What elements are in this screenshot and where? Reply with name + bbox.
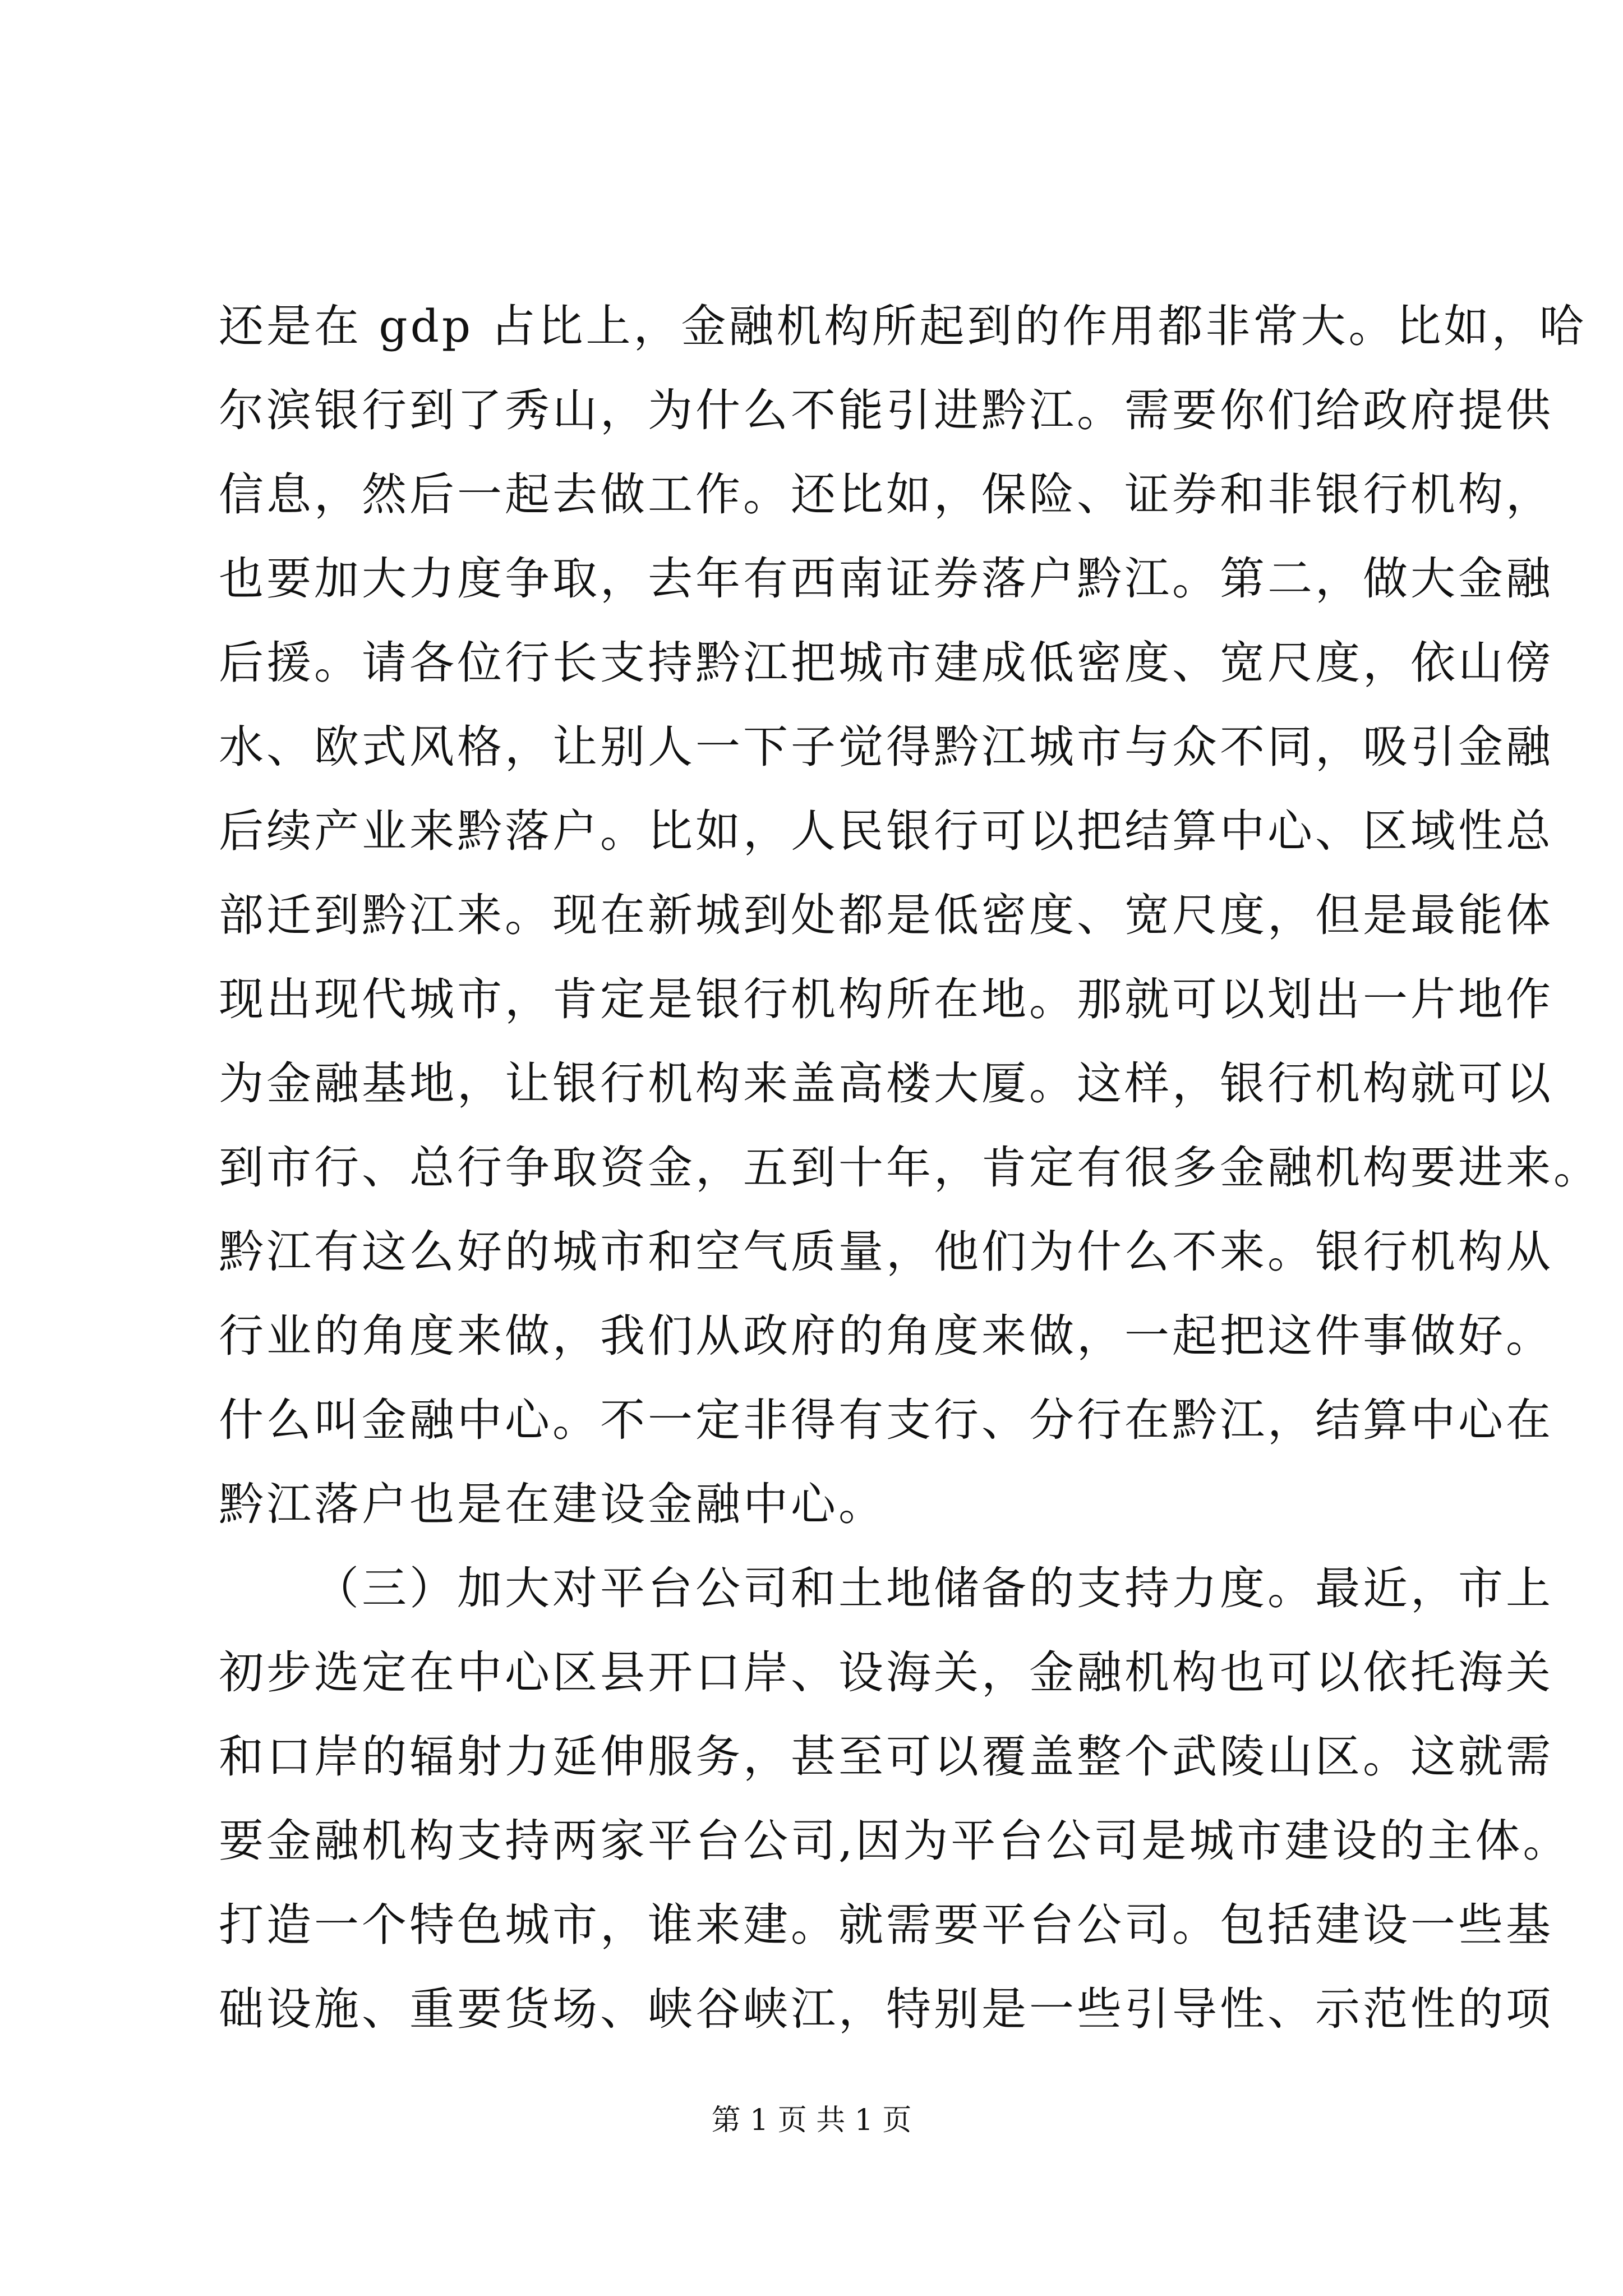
text-line-5: 后援。请各位行长支持黔江把城市建成低密度、宽尺度，依山傍 bbox=[219, 637, 1553, 689]
text-line-12: 黔江有这么好的城市和空气质量，他们为什么不来。银行机构从 bbox=[219, 1226, 1553, 1278]
text-line-7: 后续产业来黔落户。比如，人民银行可以把结算中心、区域性总 bbox=[219, 805, 1553, 857]
text-line-3: 信息，然后一起去做工作。还比如，保险、证券和非银行机构， bbox=[219, 468, 1553, 521]
text-line-18: 和口岸的辐射力延伸服务，甚至可以覆盖整个武陵山区。这就需 bbox=[219, 1731, 1553, 1783]
text-line-19: 要金融机构支持两家平台公司,因为平台公司是城市建设的主体。 bbox=[219, 1815, 1571, 1867]
text-line-16: （三）加大对平台公司和土地储备的支持力度。最近，市上 bbox=[314, 1562, 1553, 1614]
text-line-14: 什么叫金融中心。不一定非得有支行、分行在黔江，结算中心在 bbox=[219, 1394, 1553, 1446]
text-line-8: 部迁到黔江来。现在新城到处都是低密度、宽尺度，但是最能体 bbox=[219, 889, 1553, 941]
page-footer: 第 1 页 共 1 页 bbox=[711, 2104, 912, 2137]
text-line-17: 初步选定在中心区县开口岸、设海关，金融机构也可以依托海关 bbox=[219, 1646, 1553, 1699]
text-line-4: 也要加大力度争取，去年有西南证券落户黔江。第二，做大金融 bbox=[219, 553, 1553, 605]
text-line-20: 打造一个特色城市，谁来建。就需要平台公司。包括建设一些基 bbox=[219, 1899, 1553, 1951]
text-line-6: 水、欧式风格，让别人一下子觉得黔江城市与众不同，吸引金融 bbox=[219, 721, 1553, 773]
text-line-9: 现出现代城市，肯定是银行机构所在地。那就可以划出一片地作 bbox=[219, 973, 1553, 1025]
text-line-1: 还是在 gdp 占比上，金融机构所起到的作用都非常大。比如，哈 bbox=[219, 300, 1587, 352]
text-line-10: 为金融基地，让银行机构来盖高楼大厦。这样，银行机构就可以 bbox=[219, 1057, 1553, 1110]
text-line-21: 础设施、重要货场、峡谷峡江，特别是一些引导性、示范性的项 bbox=[219, 1983, 1553, 2035]
text-line-11: 到市行、总行争取资金，五到十年，肯定有很多金融机构要进来。 bbox=[219, 1142, 1601, 1194]
text-line-13: 行业的角度来做，我们从政府的角度来做，一起把这件事做好。 bbox=[219, 1310, 1553, 1362]
text-line-2: 尔滨银行到了秀山，为什么不能引进黔江。需要你们给政府提供 bbox=[219, 384, 1553, 436]
text-line-15: 黔江落户也是在建设金融中心。 bbox=[219, 1478, 886, 1530]
